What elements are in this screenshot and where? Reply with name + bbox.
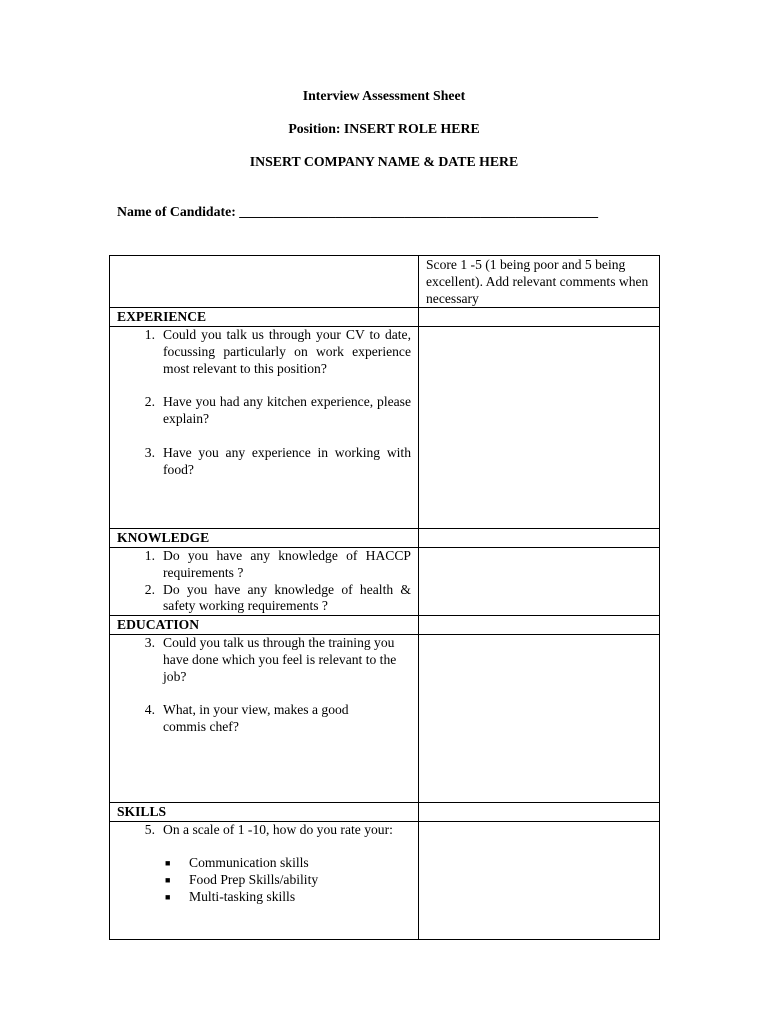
question-cell [110, 547, 419, 615]
question-text: Could you talk us through the training you have done which you feel is relevant to the job? [163, 634, 397, 684]
section-score-cell[interactable] [419, 529, 660, 548]
assessment-table [109, 255, 660, 940]
question-number: 1. [144, 547, 155, 563]
section-row-experience [110, 308, 660, 327]
bullet-text: Communication skills [189, 855, 309, 871]
question-item [117, 582, 411, 616]
section-score-cell[interactable] [419, 802, 660, 821]
section-score-cell[interactable] [419, 308, 660, 327]
section-score-cell[interactable] [419, 616, 660, 635]
section-title-education: EDUCATION [110, 616, 419, 635]
square-bullet-icon: ■ [165, 891, 171, 902]
question-number: 3. [144, 444, 155, 460]
question-text: Could you talk us through your CV to date, focussing particularly on work experience most relevant to this position? [163, 327, 411, 376]
score-cell-knowledge[interactable] [419, 547, 660, 615]
bullet-text: Food Prep Skills/ability [189, 872, 319, 888]
question-text: Have you any experience in working with food? [163, 444, 411, 477]
question-text: Have you had any kitchen experience, please explain? [163, 394, 411, 427]
question-cell [110, 821, 419, 939]
question-item [117, 445, 411, 479]
question-cell [110, 327, 419, 529]
question-item [117, 548, 411, 582]
section-row-knowledge [110, 529, 660, 548]
bullet-item [163, 889, 411, 906]
question-item [117, 822, 411, 839]
score-cell-education[interactable] [419, 634, 660, 802]
table-header-row [110, 256, 660, 308]
question-number: 2. [144, 581, 155, 597]
question-item [117, 635, 411, 685]
section-row-skills [110, 802, 660, 821]
score-header-cell: Score 1 -5 (1 being poor and 5 being excellent). Add relevant comments when necessary [419, 256, 660, 308]
question-number: 5. [144, 821, 155, 837]
question-row-experience [110, 327, 660, 529]
question-number: 3. [144, 634, 155, 650]
header-empty-cell [110, 256, 419, 308]
score-cell-experience[interactable] [419, 327, 660, 529]
question-text: Do you have any knowledge of health & safety working requirements ? [163, 581, 411, 614]
question-row-knowledge [110, 547, 660, 615]
question-cell [110, 634, 419, 802]
question-text: Do you have any knowledge of HACCP requirements ? [163, 547, 411, 580]
square-bullet-icon: ■ [165, 875, 171, 886]
question-row-skills [110, 821, 660, 939]
bullet-item [163, 855, 411, 872]
candidate-name-label: Name of Candidate: [117, 204, 236, 219]
candidate-name-blank[interactable]: ____________________________________________________ [239, 204, 598, 219]
section-title-experience: EXPERIENCE [110, 308, 419, 327]
document-title: Interview Assessment Sheet [302, 88, 466, 103]
section-row-education [110, 616, 660, 635]
section-title-skills: SKILLS [110, 802, 419, 821]
question-number: 1. [144, 327, 155, 343]
question-number: 4. [144, 702, 155, 718]
square-bullet-icon: ■ [165, 858, 171, 869]
position-line: Position: INSERT ROLE HERE [288, 121, 480, 136]
candidate-name-line[interactable] [117, 204, 598, 221]
question-item [117, 327, 411, 377]
question-text: What, in your view, makes a good commis chef? [163, 702, 349, 734]
bullet-text: Multi-tasking skills [189, 888, 296, 904]
bullet-item [163, 872, 411, 889]
section-title-knowledge: KNOWLEDGE [110, 529, 419, 548]
company-date-line: INSERT COMPANY NAME & DATE HERE [249, 154, 519, 169]
question-row-education [110, 634, 660, 802]
question-text: On a scale of 1 -10, how do you rate your: [163, 821, 393, 837]
question-item [117, 394, 411, 428]
question-number: 2. [144, 394, 155, 410]
score-cell-skills[interactable] [419, 821, 660, 939]
question-item [117, 702, 411, 736]
